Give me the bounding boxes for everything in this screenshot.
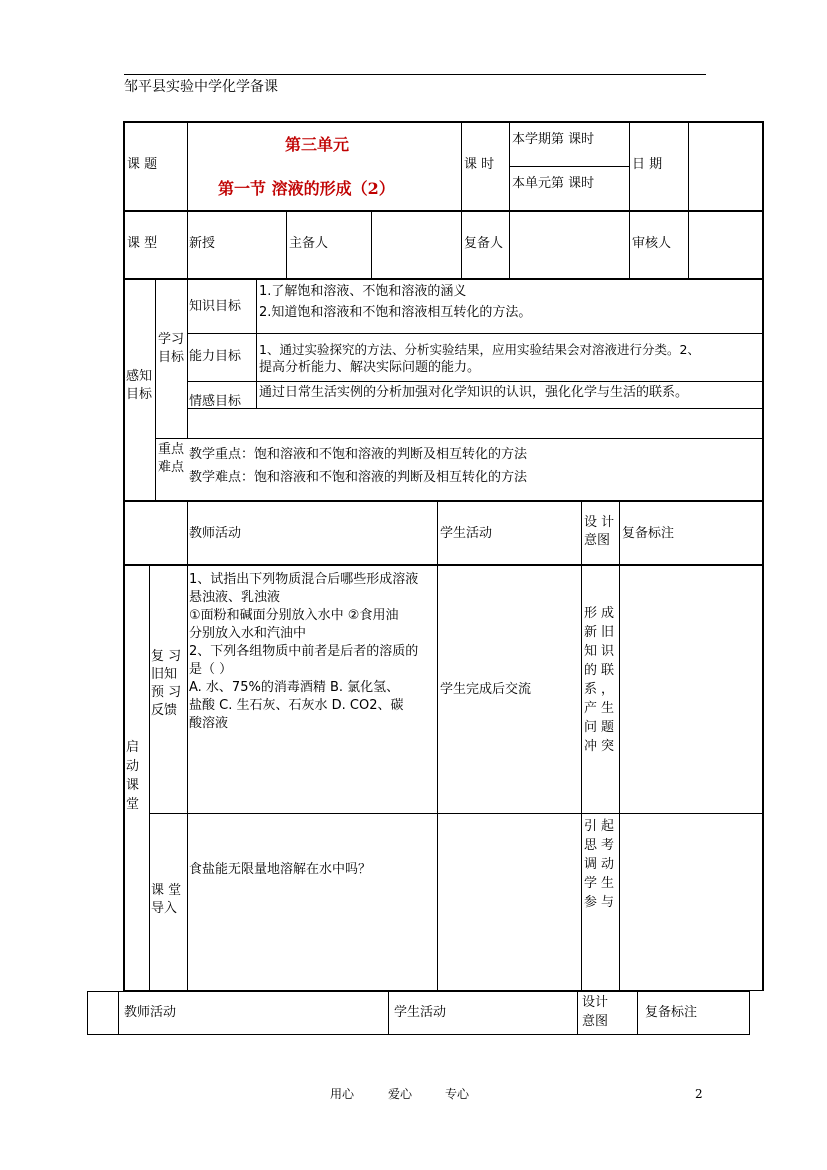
- difficult-point: 教学难点：饱和溶液和不饱和溶液的判断及相互转化的方法: [189, 470, 528, 485]
- grid-line: [509, 211, 510, 279]
- grid-line: [461, 211, 462, 279]
- grid-line: [187, 408, 763, 409]
- grid-line: [688, 121, 689, 211]
- review-design-intent: 形成新旧知识的联系，产生问题冲突: [584, 606, 619, 754]
- grid-line: [87, 991, 88, 1035]
- grid-line: [187, 279, 188, 439]
- footer-motto-2: 爱心: [388, 1087, 413, 1101]
- grid-line: [388, 991, 389, 1035]
- topic-label: 课 题: [127, 157, 158, 172]
- knowledge-goal-label: 知识目标: [189, 299, 242, 314]
- ability-goal-2: 提高分析能力、解决实际问题的能力。: [259, 360, 481, 375]
- grid-line: [461, 121, 462, 211]
- grid-line: [509, 166, 629, 167]
- review-line: A. 水、75%的消毒酒精 B. 氯化氢、: [189, 680, 400, 695]
- page-number: 2: [695, 1087, 703, 1101]
- grid-line: [581, 501, 582, 565]
- teacher-activity-header: 教师活动: [189, 526, 242, 541]
- review-line: 是（ ）: [189, 662, 233, 677]
- grid-line: [187, 501, 188, 565]
- grid-line: [581, 566, 582, 991]
- term-hours: 本学期第 课时: [512, 132, 595, 147]
- bottom-design-header: 设计意图: [582, 995, 609, 1029]
- review-line: 盐酸 C. 生石灰、石灰水 D. CO2、碳: [189, 698, 404, 713]
- class-intro-question: 食盐能无限量地溶解在水中吗？: [189, 862, 372, 877]
- grid-line: [256, 279, 257, 409]
- grid-line: [749, 991, 750, 1035]
- review-line: 酸溶液: [189, 716, 229, 731]
- grid-line: [688, 211, 689, 279]
- type-label: 课 型: [127, 236, 158, 251]
- type-value: 新授: [189, 236, 216, 251]
- grid-line: [124, 500, 764, 502]
- grid-line: [286, 211, 287, 279]
- key-difficult-label: 重点难点: [158, 442, 185, 475]
- grid-line: [629, 121, 630, 211]
- reviewer-label: 审核人: [632, 236, 672, 251]
- grid-line: [187, 566, 188, 991]
- review-preview-label: 复 习旧知预 习反馈: [151, 649, 182, 718]
- grid-line: [155, 438, 763, 439]
- header-rule: [124, 74, 706, 75]
- perceive-goals-label: 感知目标: [126, 369, 153, 402]
- review-line: 分别放入水和汽油中: [189, 626, 307, 641]
- knowledge-goal-1: 1.了解饱和溶液、不饱和溶液的涵义: [259, 284, 467, 299]
- grid-line: [87, 991, 750, 992]
- grid-line: [118, 991, 119, 1035]
- design-intent-header: 设 计意图: [584, 515, 615, 548]
- footer-motto-3: 专心: [445, 1087, 470, 1101]
- review-line: 1、试指出下列物质混合后哪些形成溶液: [189, 572, 419, 587]
- grid-line: [155, 279, 156, 501]
- date-label: 日 期: [632, 157, 663, 172]
- grid-line: [187, 211, 188, 279]
- grid-line: [124, 210, 764, 212]
- grid-line: [149, 566, 150, 991]
- notes-header: 复备标注: [622, 526, 675, 541]
- class-intro-label: 课 堂导入: [151, 883, 182, 916]
- bottom-notes-header: 复备标注: [645, 1005, 698, 1020]
- emotion-goal: 通过日常生活实例的分析加强对化学知识的认识，强化化学与生活的联系。: [259, 385, 689, 400]
- grid-line: [371, 211, 372, 279]
- student-activity-header: 学生活动: [440, 526, 493, 541]
- review-line: 2、下列各组物质中前者是后者的溶质的: [189, 644, 419, 659]
- grid-line: [187, 121, 188, 211]
- table-border-top: [124, 121, 764, 123]
- review-questions: [189, 571, 437, 733]
- review-line: ①面粉和碱面分别放入水中 ②食用油: [189, 608, 399, 623]
- intro-design-intent: 引起思考调动学生参与: [584, 819, 619, 910]
- grid-line: [187, 381, 763, 382]
- table-border-right: [762, 121, 764, 991]
- emotion-goal-label: 情感目标: [189, 394, 242, 409]
- start-class-label: 启动课堂: [126, 740, 140, 812]
- bottom-student-header: 学生活动: [394, 1005, 447, 1020]
- hours-label: 课 时: [464, 157, 495, 172]
- bottom-teacher-header: 教师活动: [124, 1005, 177, 1020]
- table-border-left: [123, 121, 125, 991]
- grid-line: [124, 564, 764, 566]
- grid-line: [149, 813, 763, 814]
- ability-goal-label: 能力目标: [189, 349, 242, 364]
- co-preparer-label: 复备人: [464, 236, 504, 251]
- knowledge-goal-2: 2.知道饱和溶液和不饱和溶液相互转化的方法。: [259, 305, 532, 320]
- grid-line: [437, 501, 438, 565]
- unit-hours: 本单元第 课时: [512, 176, 595, 191]
- main-preparer-label: 主备人: [289, 236, 329, 251]
- grid-line: [637, 991, 638, 1035]
- grid-line: [437, 566, 438, 991]
- unit-title: 第三单元: [285, 135, 350, 154]
- footer-motto-1: 用心: [330, 1087, 355, 1101]
- grid-line: [124, 278, 764, 280]
- key-point: 教学重点：饱和溶液和不饱和溶液的判断及相互转化的方法: [189, 447, 528, 462]
- grid-line: [87, 1034, 750, 1035]
- ability-goal-1: 1、通过实验探究的方法、分析实验结果，应用实验结果会对溶液进行分类。2、: [259, 342, 700, 357]
- grid-line: [577, 991, 578, 1035]
- review-student-activity: 学生完成后交流: [440, 682, 532, 697]
- grid-line: [187, 333, 763, 334]
- section-title: 第一节 溶液的形成（2）: [218, 179, 395, 198]
- study-goals-label: 学习目标: [158, 332, 185, 365]
- school-header: 邹平县实验中学化学备课: [124, 79, 278, 95]
- review-line: 悬浊液、乳浊液: [189, 590, 281, 605]
- grid-line: [629, 211, 630, 279]
